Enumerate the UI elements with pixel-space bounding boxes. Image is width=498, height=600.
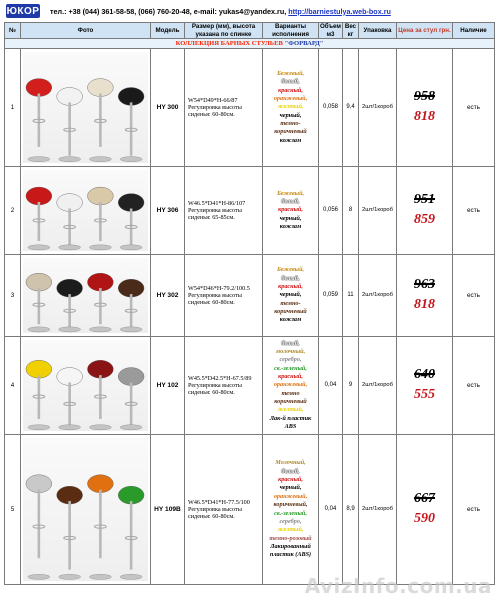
product-photo [21, 255, 151, 337]
model-code: HY 306 [151, 167, 185, 255]
product-row [5, 435, 495, 585]
col-variants: Варианты исполнения [263, 23, 319, 39]
col-model: Модель [151, 23, 185, 39]
bar-stool-image [23, 258, 148, 333]
color-variant: белый, [281, 197, 300, 205]
volume-value: 0,04 [319, 435, 343, 585]
color-variant: кожзам [279, 223, 302, 231]
bar-stool-image [23, 52, 148, 163]
collection-title [5, 39, 495, 49]
color-variant: красный, [278, 282, 303, 290]
color-variant: серебро, [279, 517, 302, 525]
product-row [5, 49, 495, 167]
color-variant: темно-розовый [269, 534, 312, 542]
availability-value: есть [453, 337, 495, 435]
row-number: 5 [5, 435, 21, 585]
color-variant: черный, [279, 214, 302, 222]
price-cell [397, 255, 453, 337]
volume-value: 0,059 [319, 255, 343, 337]
old-price: 958 [414, 89, 435, 105]
col-availability: Наличие [453, 23, 495, 39]
weight-value: 8,9 [343, 435, 359, 585]
color-variant: Лак-й пластик ABS [269, 414, 312, 431]
row-number: 1 [5, 49, 21, 167]
packaging-value: 2шт/1короб [359, 49, 397, 167]
old-price: 640 [414, 367, 435, 383]
bar-stool-image [23, 438, 148, 581]
color-variant: св.-зеленый, [274, 509, 307, 517]
product-row [5, 337, 495, 435]
model-code: HY 300 [151, 49, 185, 167]
packaging-value: 2шт/1короб [359, 435, 397, 585]
availability-value: есть [453, 435, 495, 585]
color-variant: белый, [281, 78, 300, 86]
color-variant: серебро, [279, 356, 302, 364]
product-photo [21, 337, 151, 435]
color-variant: белый, [281, 467, 300, 475]
packaging-value: 2шт/1короб [359, 167, 397, 255]
website-link[interactable]: http://barniestulya.web-box.ru [288, 6, 391, 16]
color-variant: черный, [279, 484, 302, 492]
price-cell [397, 435, 453, 585]
size-spec: W54*D49*H-66/87 Регулировка высоты сиденья: 60-80см. [185, 49, 263, 167]
color-variants [263, 337, 319, 435]
col-volume: Объем м3 [319, 23, 341, 38]
color-variant: молочный, [275, 347, 306, 355]
watermark: AvizInfo.com.ua [304, 574, 492, 598]
color-variant: Бежевый, [276, 266, 305, 274]
product-photo [21, 49, 151, 167]
availability-value: есть [453, 49, 495, 167]
weight-value: 8 [343, 167, 359, 255]
product-row [5, 167, 495, 255]
collection-title-row [5, 39, 495, 49]
model-code: HY 102 [151, 337, 185, 435]
col-size: Размер (мм), высота указана по спинке [185, 23, 263, 39]
color-variant: темно коричневый [274, 389, 307, 406]
packaging-value: 2шт/1короб [359, 337, 397, 435]
color-variants [263, 49, 319, 167]
color-variant: оранжевый, [273, 492, 308, 500]
color-variants [263, 167, 319, 255]
model-code: HY 302 [151, 255, 185, 337]
size-spec: W54*D46*H-79.2/100.5 Регулировка высоты сиденья: 60-80см. [185, 255, 263, 337]
color-variant: желтый, [277, 526, 304, 534]
color-variant: красный, [278, 206, 303, 214]
color-variant: Бежевый, [276, 69, 305, 77]
col-photo: Фото [21, 23, 151, 39]
availability-value: есть [453, 255, 495, 337]
col-price: Цена за стул грн. [397, 23, 453, 39]
size-spec: W45.5*D42.5*H-67.5/89 Регулировка высоты сиденья: 60-80см. [185, 337, 263, 435]
color-variant: черный, [279, 291, 302, 299]
size-spec: W46.5*D41*H-86/107 Регулировка высоты сиденья: 65-85см. [185, 167, 263, 255]
company-logo: ЮКОР [6, 5, 40, 17]
price-cell [397, 167, 453, 255]
price-list-table [4, 22, 495, 585]
packaging-value: 2шт/1короб [359, 255, 397, 337]
document-header [0, 0, 498, 22]
color-variant: коричневый, [273, 501, 308, 509]
availability-value: есть [453, 167, 495, 255]
color-variant: черный, [279, 111, 302, 119]
row-number: 2 [5, 167, 21, 255]
color-variant: Бежевый, [276, 189, 305, 197]
new-price: 818 [414, 297, 435, 312]
col-number: № [5, 23, 21, 39]
product-row [5, 255, 495, 337]
color-variant: красный, [278, 476, 303, 484]
color-variant: желтый, [277, 103, 304, 111]
bar-stool-image [23, 170, 148, 251]
color-variant: Лакированный пластик (ABS) [269, 542, 312, 559]
weight-value: 11 [343, 255, 359, 337]
old-price: 951 [414, 192, 435, 208]
new-price: 818 [414, 109, 435, 124]
contact-text: тел.: +38 (044) 361-58-58, (066) 760-20-48, e-mail: yukas4@yandex.ru, [50, 6, 287, 16]
volume-value: 0,04 [319, 337, 343, 435]
header-row [5, 23, 495, 39]
color-variant: красный, [278, 372, 303, 380]
color-variant: темно-коричневый [274, 120, 307, 136]
size-spec: W46.5*D41*H-77.5/100 Регулировка высоты сиденья: 60-80см. [185, 435, 263, 585]
price-cell [397, 337, 453, 435]
color-variant: оранжевый, [273, 381, 308, 389]
color-variant: белый, [281, 274, 300, 282]
weight-value: 9 [343, 337, 359, 435]
volume-value: 0,056 [319, 167, 343, 255]
price-cell [397, 49, 453, 167]
color-variant: желтый, [277, 406, 304, 414]
color-variant: св.-зеленый, [274, 364, 307, 372]
new-price: 590 [414, 511, 435, 526]
row-number: 4 [5, 337, 21, 435]
color-variant: Молочный, [275, 459, 306, 467]
color-variant: темно-коричневый [274, 299, 307, 316]
color-variant: кожзам [279, 136, 302, 144]
color-variant: оранжевый, [273, 94, 308, 102]
color-variant: кожзам [279, 316, 302, 324]
color-variants [263, 435, 319, 585]
model-code: HY 109B [151, 435, 185, 585]
product-photo [21, 435, 151, 585]
col-weight: Вес кг [343, 23, 359, 39]
color-variant: белый, [281, 339, 300, 347]
col-pack: Упаковка [359, 23, 397, 39]
color-variant: красный, [278, 86, 303, 94]
color-variants [263, 255, 319, 337]
new-price: 859 [414, 212, 435, 227]
weight-value: 9,4 [343, 49, 359, 167]
old-price: 963 [414, 277, 435, 293]
row-number: 3 [5, 255, 21, 337]
volume-value: 0,058 [319, 49, 343, 167]
contact-line [50, 7, 391, 16]
bar-stool-image [23, 340, 148, 431]
collection-title-text: КОЛЛЕКЦИЯ БАРНЫХ СТУЛЬЕВ [175, 39, 285, 47]
collection-name: "ФОРВАРД" [284, 39, 324, 47]
old-price: 667 [414, 491, 435, 507]
product-photo [21, 167, 151, 255]
new-price: 555 [414, 387, 435, 402]
